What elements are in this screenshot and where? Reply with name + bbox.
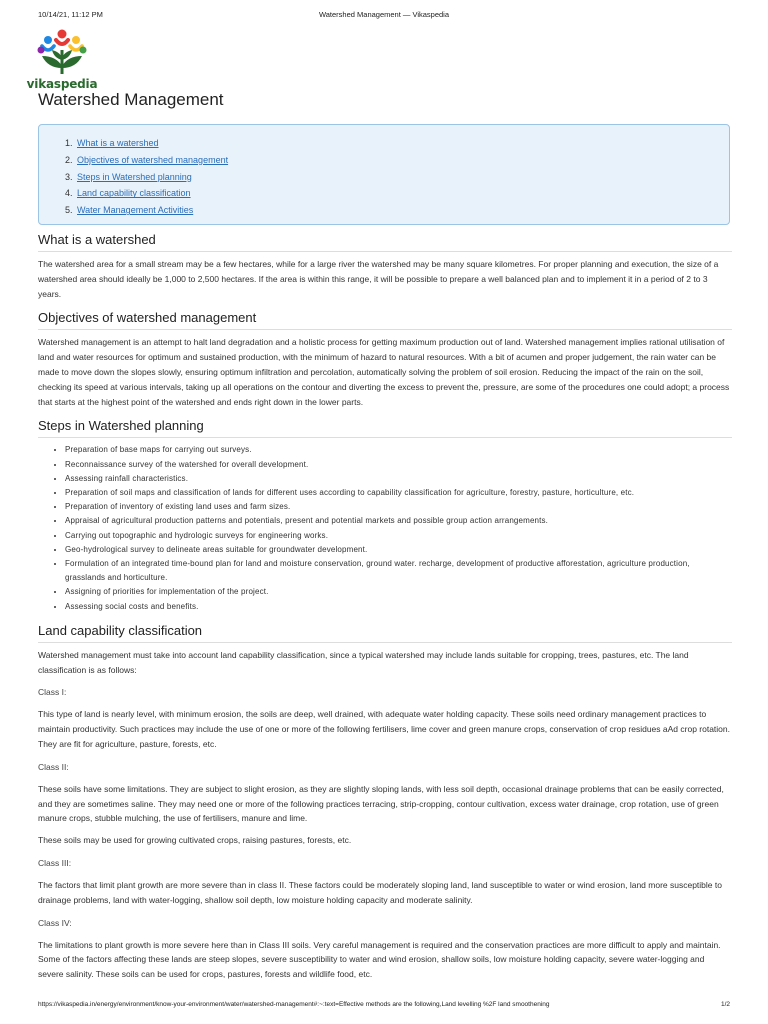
print-footer: [38, 1001, 730, 1011]
print-header: [38, 10, 730, 22]
class-1-paragraph: This type of land is nearly level, with minimum erosion, the soils are deep, well drained, with adequate water holding capacity. These soils need ordinary management practices to maintain productivity. Such practices may include the use of one or more of the following fertilisers, lime cover and green manure crops, conservation of crop residues aAd crop rotation. They are fit for agriculture, pasture, forests, etc.: [38, 709, 730, 749]
print-page-title: Watershed Management — Vikaspedia: [318, 10, 450, 19]
section-heading-objectives: Objectives of watershed management: [38, 310, 732, 330]
class-2-label: Class II:: [38, 761, 69, 772]
class-4-paragraph: The limitations to plant growth is more severe here than in Class III soils. Very careful management is required and the conservation practices are more difficult to apply and maintain. Some of the factors affecting these lands are steep slopes, severe susceptibility to water and wind erosion, shallow soils, low moisture holding capacity, severe water-logging and severe salinity. These soils can be used for crops, pastures, forests and wildlife food, etc.: [38, 939, 721, 980]
section-heading-what-is-watershed: What is a watershed: [38, 232, 732, 252]
logo-people-icon: [26, 28, 98, 80]
class-3-label: Class III:: [38, 857, 72, 868]
toc-item: 5. Water Management Activities: [65, 205, 194, 216]
print-url: https://vikaspedia.in/energy/environment/know-your-environment/water/watershed-management#:~:text=Effective methods are the following,Land levelling %2F land smoothening: [38, 1001, 550, 1008]
section-heading-steps: Steps in Watershed planning: [38, 418, 732, 438]
logo-wordmark: vikaspedia: [26, 77, 98, 91]
page-title: Watershed Management: [38, 90, 224, 109]
class-3-paragraph: The factors that limit plant growth are more severe than in class II. These factors could be moderately sloping land, land susceptible to water or wind erosion, land more susceptible to drainage problems, land with water-logging, shallow soil depth, low moisture holding capacity and moderate salinity.: [38, 879, 722, 905]
table-of-contents: [38, 124, 730, 225]
toc-link-steps[interactable]: Steps in Watershed planning: [77, 171, 192, 182]
toc-item: 4. Land capability classification: [65, 188, 191, 199]
class-2-paragraph: These soils have some limitations. They are subject to slight erosion, as they are slightly sloping lands, with less soil depth, occasional drainage problems that can be easily corrected, and they are sometimes saline. They may need one or more of the following practices terracing, strip-cropping, contour cultivation, excess water drainage, crop rotation, use of green manure crops, stubble mulching, the use of fertilisers, manure and lime.: [38, 783, 724, 824]
list-item: • Preparation of base maps for carrying out surveys.: [65, 443, 732, 457]
list-item: • Preparation of inventory of existing land uses and farm sizes.: [65, 500, 732, 514]
steps-list: [38, 443, 732, 613]
class-2-uses-paragraph: These soils may be used for growing cultivated crops, raising pastures, forests, etc.: [38, 835, 352, 846]
toc-item: 1. What is a watershed: [65, 138, 159, 148]
section-heading-land-capability: Land capability classification: [38, 623, 732, 643]
print-page-number: 1/2: [720, 1001, 730, 1008]
toc-link-land-capability[interactable]: Land capability classification: [77, 188, 191, 199]
article-content: [38, 232, 732, 982]
print-datetime: 10/14/21, 11:12 PM: [38, 10, 103, 19]
list-item: • Reconnaissance survey of the watershed for overall development.: [65, 458, 732, 472]
list-item: • Geo-hydrological survey to delineate areas suitable for groundwater development.: [65, 543, 732, 557]
toc-item: 2. Objectives of watershed management: [65, 154, 229, 165]
land-intro-paragraph: Watershed management must take into account land capability classification, since a typical watershed may include lands suitable for cropping, trees, pastures, etc. The land classification is as follows:: [38, 649, 689, 675]
class-4-label: Class IV:: [38, 917, 72, 928]
objectives-paragraph: Watershed management is an attempt to halt land degradation and a holistic process for getting maximum production out of land. Watershed management implies rational utilisation of land and water resources for optimum and sustained production, with the minimum of hazard to natural resources. With a bit of acumen and proper judgement, the rain water can be made to move down the slopes slowly, ensuring optimum infiltration and percolation, automatically solving the problem of soil erosion. Reducing the impact of the rain on the soil, checking its speed at various intervals, taking up all operations on the contour and diverting the excess to prevent the, pressure, are some of the procedures one could adopt; a process that starts at the highest point of the watershed and ends right down in the lower parts.: [38, 337, 730, 407]
class-1-label: Class I:: [38, 687, 67, 698]
what-is-watershed-paragraph: The watershed area for a small stream may be a few hectares, while for a large river the watershed may be many square kilometres. For proper planning and execution, the size of a watershed area should ideally be 1,000 to 2,500 hectares. If the area is within this range, it will be possible to prepare a well balanced plan and to implement it in a period of 2 to 3 years.: [38, 259, 719, 299]
list-item: • Carrying out topographic and hydrologic surveys for engineering works.: [65, 529, 732, 543]
list-item: • Appraisal of agricultural production patterns and potentials, present and potential markets and possible group action arrangements.: [65, 514, 732, 528]
list-item: • Assigning of priorities for implementation of the project.: [65, 585, 732, 599]
toc-link-what-is-watershed[interactable]: What is a watershed: [77, 138, 159, 148]
list-item: • Assessing rainfall characteristics.: [65, 472, 732, 486]
toc-item: 3. Steps in Watershed planning: [65, 171, 192, 182]
vikaspedia-logo[interactable]: [26, 28, 98, 96]
list-item: • Formulation of an integrated time-bound plan for land and moisture conservation, ground water. recharge, development of productive afforestation, agriculture production, grasslands and horticulture.: [65, 557, 732, 585]
list-item: • Preparation of soil maps and classification of lands for different uses according to capability classification for agriculture, forestry, pasture, horticulture, etc.: [65, 486, 732, 500]
toc-link-water-management[interactable]: Water Management Activities: [77, 205, 194, 216]
list-item: • Assessing social costs and benefits.: [65, 600, 732, 614]
toc-link-objectives[interactable]: Objectives of watershed management: [77, 154, 229, 165]
